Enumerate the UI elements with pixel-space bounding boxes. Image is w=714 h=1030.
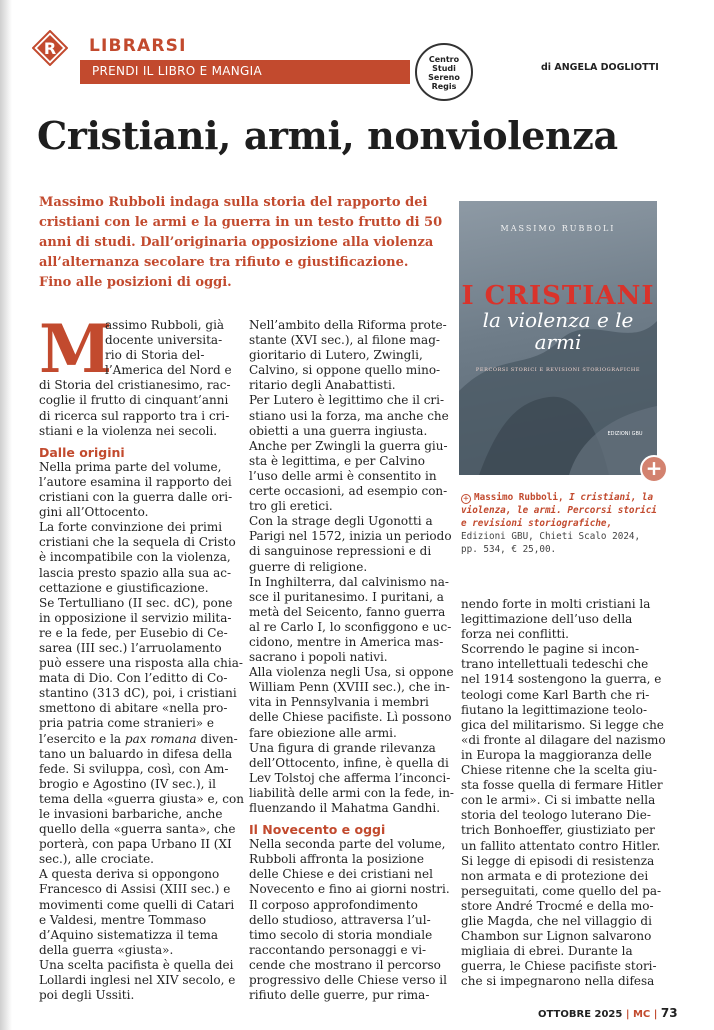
body-line: nendo forte in molti cristiani la (461, 597, 651, 611)
body-line: forza nei conflitti. (461, 627, 569, 642)
body-line: Anche per Zwingli la guerra giu- (249, 438, 448, 453)
body-line: dell’Ottocento, infine, è quella di (249, 755, 449, 770)
body-line: teologi come Karl Barth che ri- (461, 687, 650, 702)
body-line: «di fronte al dilagare del nazismo (461, 732, 666, 747)
body-line: re e la fede, per Eusebio di Ce- (39, 625, 228, 640)
body-line: porterà, con papa Urbano II (XI (39, 837, 232, 852)
body-line: timo secolo di storia mondiale (249, 927, 433, 942)
body-line: store André Trocmé e della mo- (461, 898, 654, 913)
body-line: Il corposo approfondimento (249, 897, 418, 912)
body-line: assimo Rubboli, già (105, 318, 225, 332)
body-line: Chiese ritenne che la scelta giu- (461, 763, 657, 778)
body-line: stante (XVI sec.), al filone mag- (249, 333, 440, 348)
body-line: di sanguinose repressioni e di (249, 544, 432, 559)
body-line: vita in Pennsylvania i membri (249, 695, 429, 710)
body-line: sce il puritanesimo. I puritani, a (249, 589, 444, 604)
body-line: tano un baluardo in difesa della (39, 746, 233, 761)
body-line: metà del Seicento, fanno guerra (249, 604, 446, 619)
footer-magazine: MC (632, 1009, 651, 1020)
body-line: sacrano i popoli nativi. (249, 650, 388, 665)
body-line: smettono di abitare «nella pro- (39, 701, 228, 716)
body-line: Si legge di episodi di resistenza (461, 853, 655, 868)
body-line: progressivo delle Chiese verso il (249, 973, 447, 988)
svg-text:R: R (43, 39, 57, 58)
body-line: di ricerca sul rapporto tra i cri- (39, 408, 230, 423)
body-line: stiani e la violenza nei secoli. (39, 423, 218, 438)
body-line: l’uso delle armi è consentito in (249, 468, 437, 483)
body-line: trano intellettuali tedeschi che (461, 657, 649, 672)
body-line: Rubboli affronta la posizione (249, 852, 424, 867)
body-line: delle Chiese pacifiste. Lì possono (249, 710, 452, 725)
body-line: cristiani che la sequela di Cristo (39, 535, 236, 550)
body-column-2 (249, 318, 454, 1003)
body-line: obietti a una guerra ingiusta. (249, 423, 428, 438)
body-line: poi degli Ussiti. (39, 988, 135, 1003)
body-line: gioritario di Lutero, Zwingli, (249, 348, 423, 363)
body-line: d’Aquino sistematizza il tema (39, 927, 219, 942)
caption-author: Massimo Rubboli, (474, 492, 564, 503)
section-logo-icon (32, 30, 68, 66)
body-line: Parigi nel 1572, inizia un periodo (249, 529, 452, 544)
body-line: Con la strage degli Ugonotti a (249, 514, 433, 529)
body-line: Nell’ambito della Riforma prote- (249, 318, 447, 332)
section-title: LIBRARSI (89, 36, 187, 56)
body-line: Nella prima parte del volume, (39, 459, 222, 474)
body-line: perseguitati, come quello del pa- (461, 883, 662, 898)
body-line: Per Lutero è legittimo che il cri- (249, 393, 445, 408)
body-line: Chambon sur Lignon salvarono (461, 929, 652, 944)
body-line: può essere una risposta alla chia- (39, 656, 243, 671)
caption-details: Edizioni GBU, Chieti Scalo 2024, pp. 534, € 25,00. (461, 531, 641, 555)
body-line: sec.), alle crociate. (39, 852, 154, 867)
body-line: lascia presto spazio alla sua ac- (39, 565, 231, 580)
body-line: Novecento e fino ai giorni nostri. (249, 882, 450, 897)
body-line: Calvino, si oppone quello mino- (249, 363, 441, 378)
body-line: cidono, mentre in America mas- (249, 634, 444, 649)
body-line: fare obiezione alle armi. (249, 725, 397, 740)
body-line: gica del militarismo. Si legge che (461, 717, 664, 732)
body-line: che si impegnarono nella difesa (461, 974, 655, 989)
plus-icon[interactable]: + (640, 455, 668, 483)
body-line: cristiani con la guerra dalle ori- (39, 490, 233, 505)
book-cover-image (459, 201, 657, 475)
body-line: della guerra «giusta». (39, 942, 174, 957)
body-column-1 (39, 310, 244, 1003)
body-line: guerra, le Chiese pacifiste stori- (461, 959, 657, 974)
section-heading: Dalle origini (39, 444, 125, 460)
body-line: A questa deriva si oppongono (39, 867, 220, 882)
body-line: La forte convinzione dei primi (39, 520, 223, 535)
body-line: e Valdesi, mentre Tommaso (39, 912, 207, 927)
page-spine-shadow (0, 0, 12, 1030)
body-line: liabilità delle armi con la fede, in- (249, 785, 454, 800)
caption-title: I cristiani, la violenza, le armi. Percorsi storici e revisioni storiografiche, (461, 492, 657, 529)
body-line: in opposizione il servizio milita- (39, 610, 232, 625)
body-line: quello della «guerra santa», che (39, 822, 236, 837)
cover-title: I CRISTIANI (461, 281, 655, 311)
body-line: pria patria come stranieri» e (39, 716, 215, 731)
body-line: fiutano la legittimazione teolo- (461, 702, 648, 717)
italic-term: pax romana (124, 731, 197, 746)
body-line: Lev Tolstoj che afferma l’inconci- (249, 770, 451, 785)
body-line: Francesco di Assisi (XIII sec.) e (39, 882, 231, 897)
body-line: rio di Storia del- (105, 348, 205, 363)
body-line: Scorrendo le pagine si incon- (461, 642, 640, 657)
centro-studi-badge: Centro Studi Sereno Regis (415, 43, 473, 101)
body-line: non armata e di protezione dei (461, 868, 649, 883)
body-line: William Penn (XVIII sec.), che in- (249, 680, 450, 695)
footer-issue: OTTOBRE 2025 (538, 1009, 623, 1020)
body-line: un fallito attentato contro Hitler. (461, 838, 661, 853)
article-lead: Massimo Rubboli indaga sulla storia del rapporto dei cristiani con le armi e la guerra in un testo frutto di 50 anni di studi. Dall’originaria opposizione alla violenza all’alternanza secolare tra rifiuto e giustificazione. Fino alle posizioni di oggi. (39, 195, 443, 290)
cover-publisher: EDIZIONI GBU (607, 431, 643, 437)
body-line: l’autore esamina il rapporto dei (39, 474, 232, 489)
cover-tagline: PERCORSI STORICI E REVISIONI STORIOGRAFICHE (475, 367, 641, 373)
body-line: Una figura di grande rilevanza (249, 740, 436, 755)
body-line: certe occasioni, ad esempio con- (249, 484, 448, 499)
body-line: delle Chiese e dei cristiani nel (249, 867, 433, 882)
body-line: stiano usi la forza, ma anche che (249, 408, 449, 423)
section-heading: Il Novecento e oggi (249, 822, 386, 838)
body-line: movimenti come quelli di Catari (39, 897, 235, 912)
body-line: fede. Si sviluppa, così, con Am- (39, 761, 229, 776)
body-line: coglie il frutto di cinquant’anni (39, 393, 229, 408)
body-line: le invasioni barbariche, anche (39, 807, 223, 821)
body-line: l’esercito e la pax romana diven- (39, 731, 238, 746)
body-line: mata di Dio. Con l’editto di Co- (39, 671, 228, 686)
author-byline: di ANGELA DOGLIOTTI (541, 62, 659, 73)
body-line: stantino (313 dC), poi, i cristiani (39, 686, 237, 701)
body-line: Se Tertulliano (II sec. dC), pone (39, 595, 233, 610)
body-line: tro gli eretici. (249, 499, 333, 514)
body-line: guerre di religione. (249, 559, 368, 574)
body-line: Nella seconda parte del volume, (249, 837, 446, 852)
body-line: In Inghilterra, dal calvinismo na- (249, 574, 449, 589)
article-title: Cristiani, armi, nonviolenza (37, 113, 618, 158)
body-line: migliaia di ebrei. Durante la (461, 944, 633, 959)
body-line: in Europa la maggioranza delle (461, 747, 652, 762)
body-line: Lollardi inglesi nel XIV secolo, e (39, 973, 236, 988)
body-line: cettazione e giustificazione. (39, 580, 209, 595)
body-line: rifiuto delle guerre, pur rima- (249, 988, 430, 1003)
body-line: sarea (III sec.) l’arruolamento (39, 640, 222, 655)
body-line: Alla violenza negli Usa, si oppone (249, 665, 454, 680)
body-line: nel 1914 sostengono la guerra, e (461, 672, 662, 687)
body-line: tema della «guerra giusta» e, con (39, 791, 244, 806)
body-line: glie Magda, che nel villaggio di (461, 913, 652, 928)
plus-circle-icon: + (461, 494, 471, 504)
body-line: storia del teologo luterano Die- (461, 808, 651, 823)
body-line: l’America del Nord e (105, 363, 232, 378)
body-line: con le armi». Ci si imbatte nella (461, 793, 656, 808)
body-line: fluenzando il Mahatma Gandhi. (249, 801, 441, 815)
body-line: Una scelta pacifista è quella dei (39, 957, 234, 972)
body-column-3 (461, 597, 666, 989)
cover-author: MASSIMO RUBBOLI (500, 224, 616, 233)
body-line: raccontando personaggi e vi- (249, 942, 427, 957)
body-line: sta è legittima, e per Calvino (249, 453, 425, 468)
body-line: di Storia del cristianesimo, rac- (39, 378, 231, 393)
body-line: sta fosse quella di fermare Hitler (461, 778, 663, 793)
cover-subtitle: la violenza e le armi (482, 308, 634, 354)
body-line: dello studioso, attraversa l’ul- (249, 912, 431, 927)
body-line: al re Carlo I, lo sconfiggono e uc- (249, 619, 452, 634)
drop-cap: M (39, 310, 113, 388)
body-line: cende che mostrano il percorso (249, 957, 441, 972)
body-line: brogio e Agostino (IV sec.), il (39, 776, 216, 791)
body-line: gini all’Ottocento. (39, 505, 149, 520)
page-footer: OTTOBRE 2025 | MC | 73 (538, 1006, 678, 1020)
body-line: è incompatibile con la violenza, (39, 550, 231, 565)
page-number: 73 (660, 1006, 678, 1020)
body-line: ritario degli Anabattisti. (249, 378, 396, 393)
body-line: trich Bonhoeffer, giustiziato per (461, 823, 655, 838)
body-line: docente universita- (105, 333, 223, 348)
book-caption (461, 491, 661, 556)
section-subtitle: PRENDI IL LIBRO E MANGIA (92, 64, 263, 78)
body-line: legittimazione dell’uso della (461, 612, 633, 627)
